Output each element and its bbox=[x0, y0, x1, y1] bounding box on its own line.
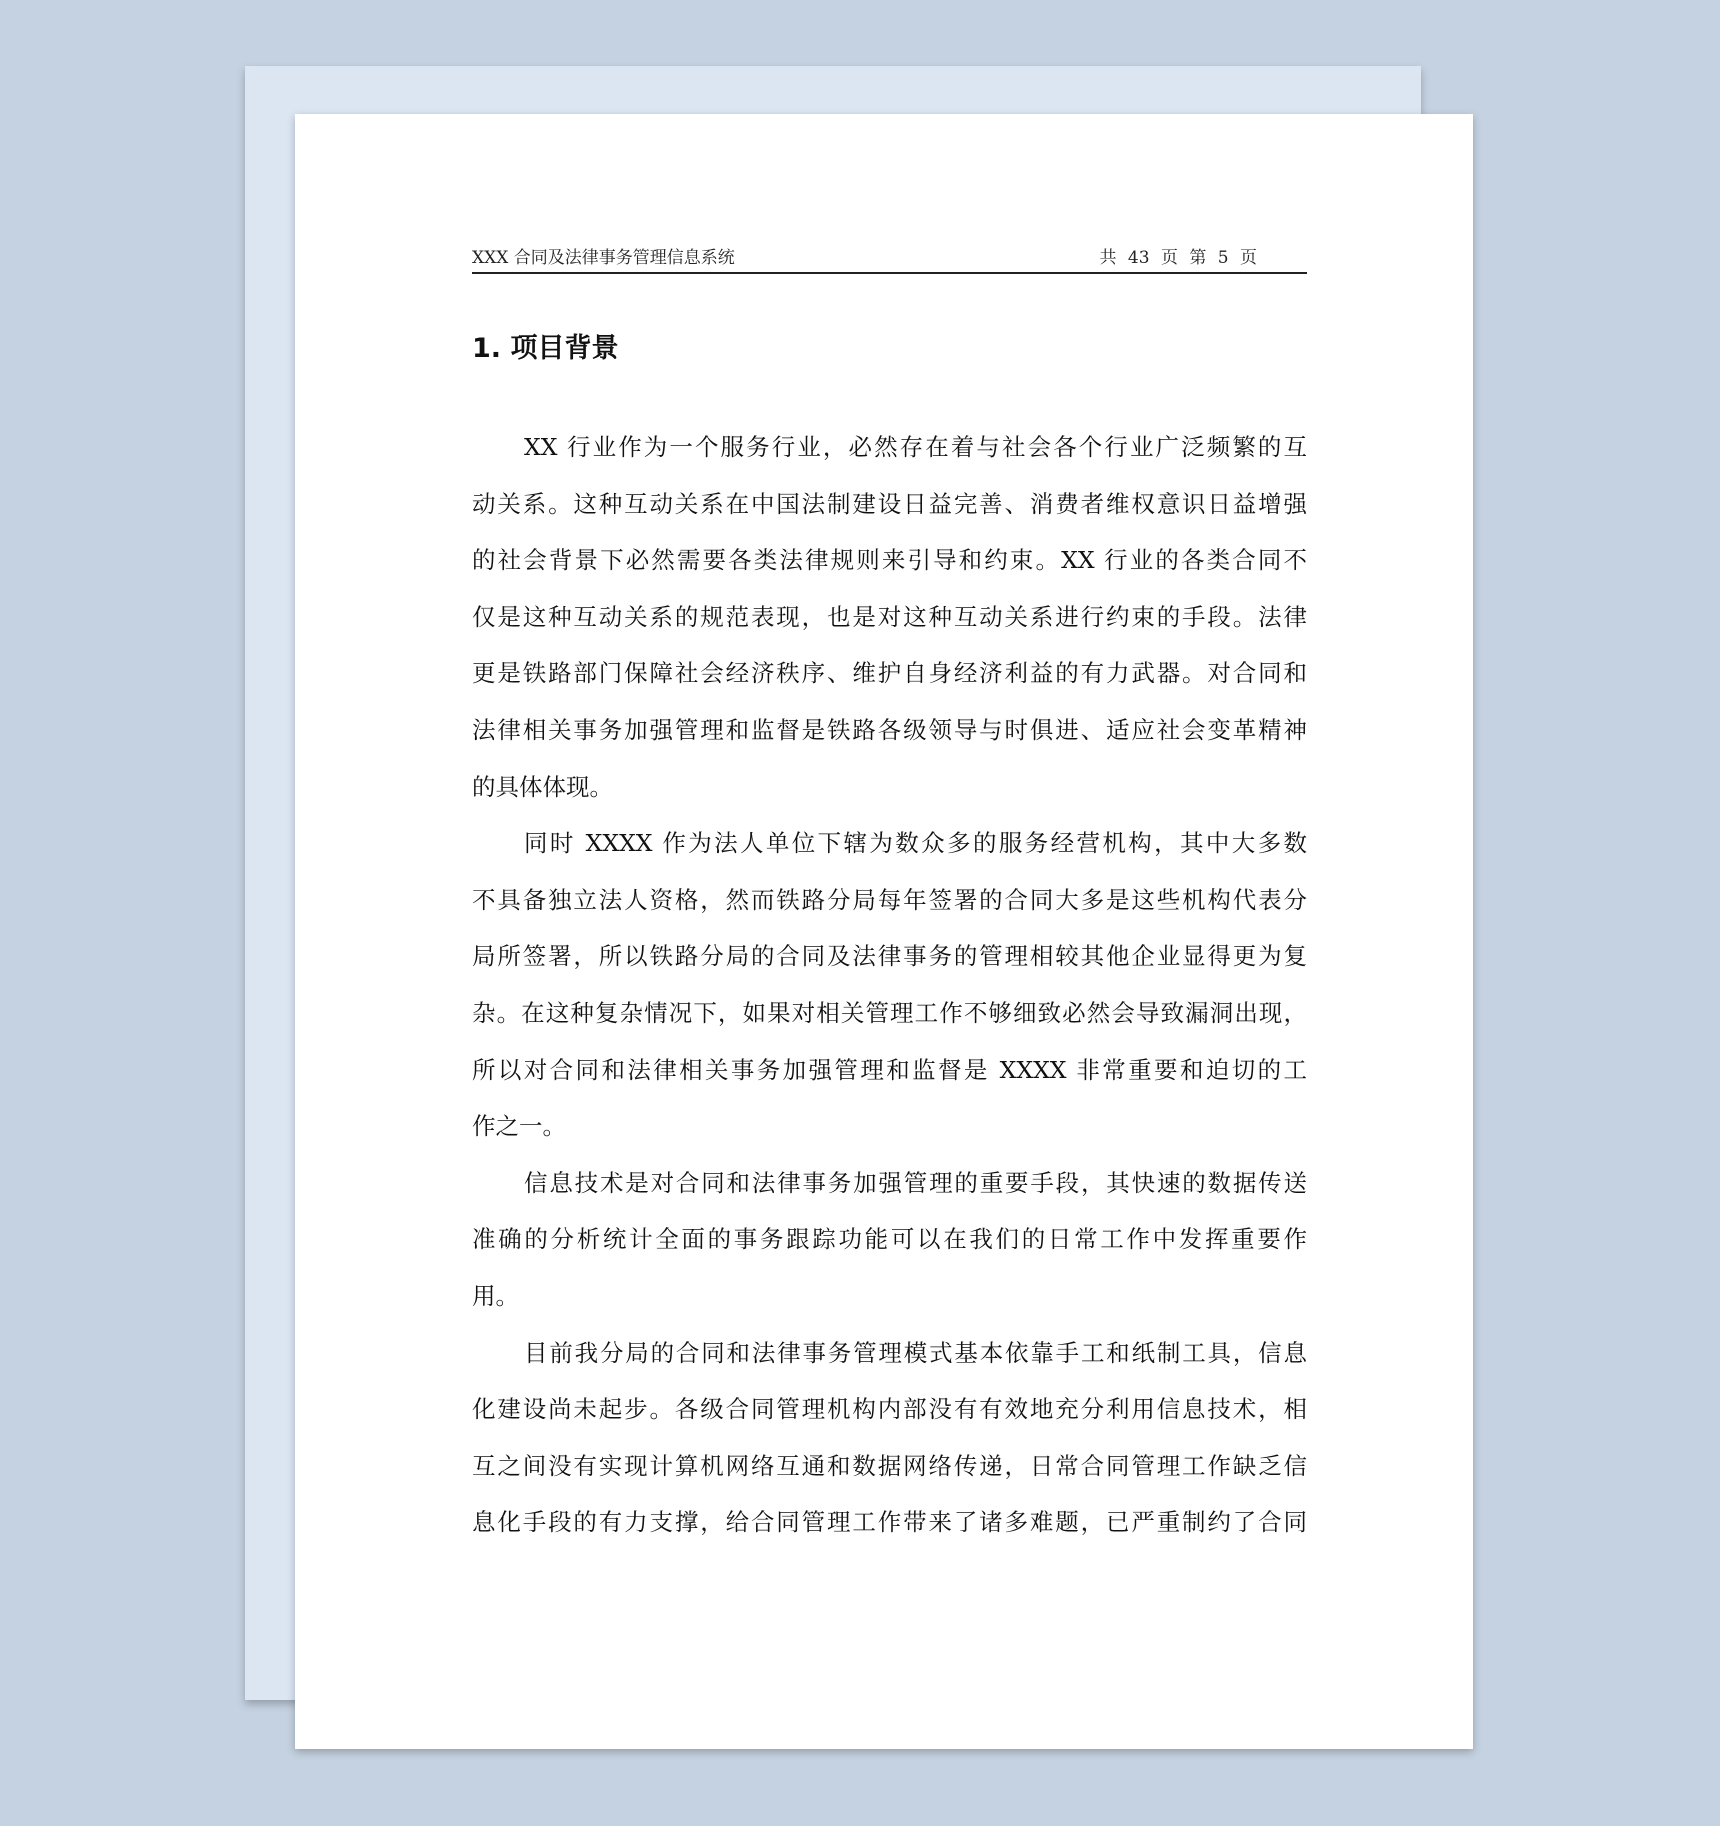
paragraph-line: 仅是这种互动关系的规范表现，也是对这种互动关系进行约束的手段。法律 bbox=[472, 602, 1307, 631]
paragraph-line: 的具体体现。 bbox=[472, 772, 613, 801]
paragraph-line: 动关系。这种互动关系在中国法制建设日益完善、消费者维权意识日益增强 bbox=[472, 489, 1307, 518]
paragraph-line: 的社会背景下必然需要各类法律规则来引导和约束。XX 行业的各类合同不 bbox=[472, 546, 1307, 575]
page-header bbox=[472, 246, 1307, 274]
page-number-info: 共 43 页 第 5 页 bbox=[1099, 248, 1257, 268]
paragraph-line: XX 行业作为一个服务行业，必然存在着与社会各个行业广泛频繁的互 bbox=[524, 433, 1307, 461]
paragraph-line: 不具备独立法人资格，然而铁路分局每年签署的合同大多是这些机构代表分 bbox=[472, 885, 1307, 914]
paragraph-line: 所以对合同和法律相关事务加强管理和监督是 XXXX 非常重要和迫切的工 bbox=[472, 1055, 1307, 1084]
paragraph-line: 信息技术是对合同和法律事务加强管理的重要手段，其快速的数据传送 bbox=[524, 1168, 1307, 1197]
paragraph-line: 作之一。 bbox=[472, 1112, 566, 1141]
paragraph-line: 杂。在这种复杂情况下，如果对相关管理工作不够细致必然会导致漏洞出现， bbox=[472, 998, 1307, 1027]
paragraph-line: 法律相关事务加强管理和监督是铁路各级领导与时俱进、适应社会变革精神 bbox=[472, 715, 1307, 744]
paragraph-line: 化建设尚未起步。各级合同管理机构内部没有有效地充分利用信息技术，相 bbox=[472, 1395, 1307, 1424]
paragraph-line: 互之间没有实现计算机网络互通和数据网络传递，日常合同管理工作缺乏信 bbox=[472, 1451, 1307, 1480]
section-heading: 1. 项目背景 bbox=[472, 333, 619, 364]
document-page bbox=[295, 114, 1473, 1749]
paragraph-line: 更是铁路部门保障社会经济秩序、维护自身经济利益的有力武器。对合同和 bbox=[472, 659, 1307, 688]
paragraph-line: 用。 bbox=[472, 1281, 519, 1310]
document-title: XXX 合同及法律事务管理信息系统 bbox=[472, 248, 735, 268]
paragraph-line: 息化手段的有力支撑，给合同管理工作带来了诸多难题，已严重制约了合同 bbox=[472, 1508, 1307, 1537]
document-body bbox=[472, 419, 1307, 1551]
paragraph-line: 局所签署，所以铁路分局的合同及法律事务的管理相较其他企业显得更为复 bbox=[472, 942, 1307, 971]
paragraph-line: 准确的分析统计全面的事务跟踪功能可以在我们的日常工作中发挥重要作 bbox=[472, 1225, 1307, 1254]
paragraph-line: 同时 XXXX 作为法人单位下辖为数众多的服务经营机构，其中大多数 bbox=[524, 829, 1307, 858]
paragraph-line: 目前我分局的合同和法律事务管理模式基本依靠手工和纸制工具，信息 bbox=[524, 1338, 1307, 1367]
